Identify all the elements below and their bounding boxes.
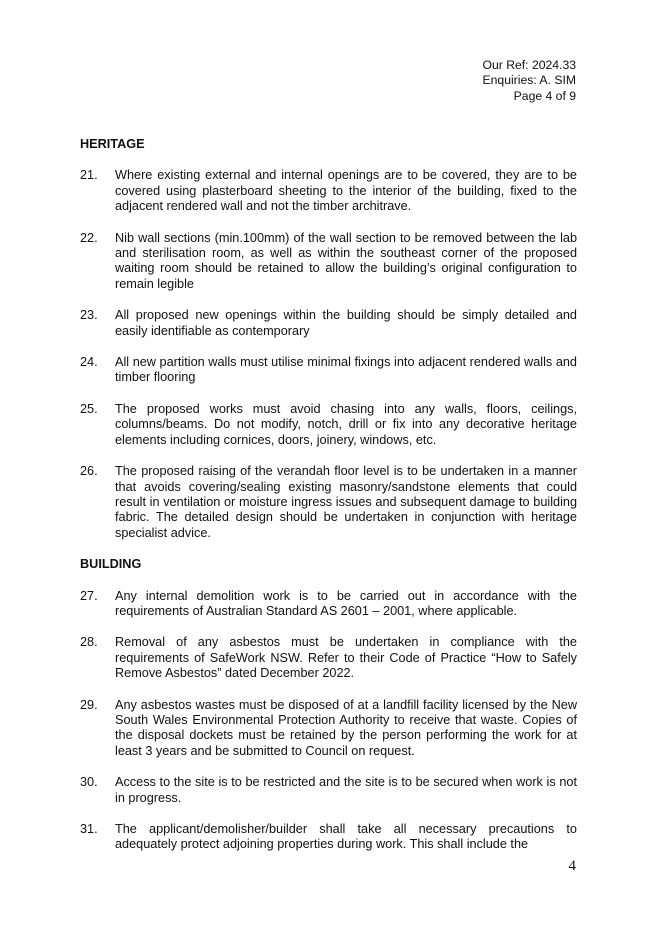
- condition-item: [80, 168, 577, 214]
- condition-number: 31.: [80, 822, 98, 836]
- page-indicator: Page 4 of 9: [513, 88, 576, 103]
- condition-text: The applicant/demolisher/builder shall take all necessary precautions to adequately protect adjoining properties during work. This shall include the: [115, 822, 577, 852]
- condition-text: All proposed new openings within the building should be simply detailed and easily identifiable as contemporary: [115, 308, 577, 338]
- condition-text: All new partition walls must utilise minimal fixings into adjacent rendered walls and timber flooring: [115, 355, 577, 385]
- condition-text: Where existing external and internal openings are to be covered, they are to be covered using plasterboard sheeting to the interior of the building, fixed to the adjacent rendered wall and not the timber architrave.: [115, 168, 577, 214]
- condition-item: [80, 698, 577, 760]
- condition-number: 23.: [80, 308, 98, 323]
- condition-number: 24.: [80, 355, 98, 370]
- condition-number: 21.: [80, 168, 98, 183]
- condition-item: [80, 775, 577, 806]
- condition-number: 29.: [80, 697, 98, 712]
- reference-block: [483, 58, 577, 104]
- condition-number: 26.: [80, 464, 98, 479]
- condition-text: The proposed works must avoid chasing into any walls, floors, ceilings, columns/beams. Do not modify, notch, drill or fix into any decorative heritage elements including cornices, doors, joinery, windows, etc.: [115, 401, 577, 447]
- condition-item: [80, 355, 577, 386]
- enquiries: Enquiries: A. SIM: [482, 73, 576, 88]
- condition-text: Any asbestos wastes must be disposed of at a landfill facility licensed by the New South Wales Environmental Protection Authority to receive that waste. Copies of the disposal dockets must be retained by the person performing the work for at least 3 years and be submitted to Council on request.: [115, 697, 577, 758]
- our-ref: Our Ref: 2024.33: [482, 58, 576, 72]
- condition-item: [80, 464, 577, 541]
- condition-item: [80, 308, 577, 339]
- condition-item: [80, 635, 577, 681]
- condition-text: Removal of any asbestos must be undertaken in compliance with the requirements of SafeWork NSW. Refer to their Code of Practice “How to Safely Remove Asbestos” dated December 2022.: [115, 635, 577, 681]
- condition-number: 27.: [80, 588, 98, 603]
- page-number: 4: [568, 858, 576, 874]
- condition-number: 30.: [80, 775, 98, 790]
- condition-text: Access to the site is to be restricted and the site is to be secured when work is not in progress.: [115, 775, 577, 805]
- condition-text: Any internal demolition work is to be carried out in accordance with the requirements of Australian Standard AS 2601 – 2001, where applicable.: [115, 588, 577, 618]
- condition-number: 22.: [80, 230, 98, 245]
- section-heading-heritage: HERITAGE: [80, 137, 145, 151]
- section-heading-building: BUILDING: [80, 557, 142, 572]
- condition-number: 28.: [80, 635, 98, 650]
- condition-text: The proposed raising of the verandah floor level is to be undertaken in a manner that avoids covering/sealing existing masonry/sandstone elements that could result in ventilation or moisture ingress issues and subsequent damage to building fabric. The detailed design should be undertaken in conjunction with heritage specialist advice.: [115, 464, 577, 540]
- condition-item: [80, 589, 577, 620]
- condition-text: Nib wall sections (min.100mm) of the wall section to be removed between the lab and sterilisation room, as well as within the southeast corner of the proposed waiting room should be retained to allow the building’s original configuration to remain legible: [115, 230, 577, 291]
- condition-item: [80, 822, 577, 853]
- document-body: [80, 137, 577, 869]
- condition-number: 25.: [80, 401, 98, 416]
- condition-item: [80, 231, 577, 293]
- condition-item: [80, 402, 577, 448]
